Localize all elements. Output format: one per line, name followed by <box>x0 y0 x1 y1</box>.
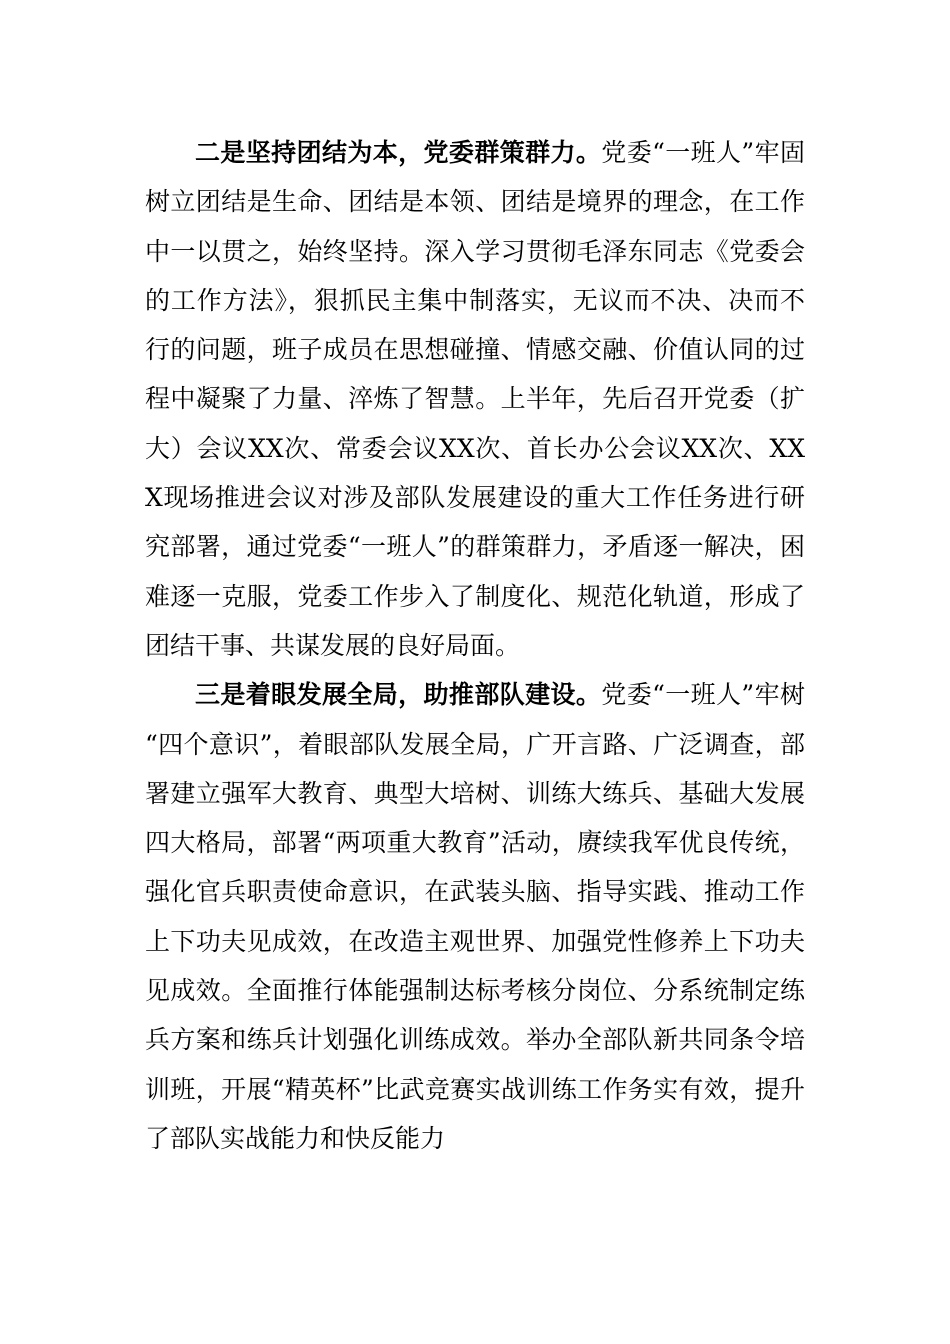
paragraph-lead-heading: 三是着眼发展全局，助推部队建设。 <box>195 680 602 710</box>
paragraph-body-text: 党委“一班人”牢树“四个意识”，着眼部队发展全局，广开言路、广泛调查，部署建立强军大教育、典型大培树、训练大练兵、基础大发展四大格局，部署“两项重大教育”活动，赓续我军优良传统，强化官兵职责使命意识，在武装头脑、指导实践、推动工作上下功夫见成效，在改造主观世界、加强党性修养上下功夫见成效。全面推行体能强制达标考核分岗位、分系统制定练兵方案和练兵计划强化训练成效。举办全部队新共同条令培训班，开展“精英杯”比武竞赛实战训练工作务实有效，提升了部队实战能力和快反能力 <box>145 680 805 1153</box>
paragraph-lead-heading: 二是坚持团结为本，党委群策群力。 <box>195 138 602 167</box>
document-body <box>145 128 805 1163</box>
paragraph-body-text: 党委“一班人”牢固树立团结是生命、团结是本领、团结是境界的理念，在工作中一以贯之，始终坚持。深入学习贯彻毛泽东同志《党委会的工作方法》，狠抓民主集中制落实，无议而不决、决而不行的问题，班子成员在思想碰撞、情感交融、价值认同的过程中凝聚了力量、淬炼了智慧。上半年，先后召开党委（扩大）会议XX次、常委会议XX次、首长办公会议XX次、XXX现场推进会议对涉及部队发展建设的重大工作任务进行研究部署，通过党委“一班人”的群策群力，矛盾逐一解决，困难逐一克服，党委工作步入了制度化、规范化轨道，形成了团结干事、共谋发展的良好局面。 <box>145 138 805 660</box>
paragraph-unity <box>145 128 805 670</box>
paragraph-overall-development <box>145 670 805 1163</box>
